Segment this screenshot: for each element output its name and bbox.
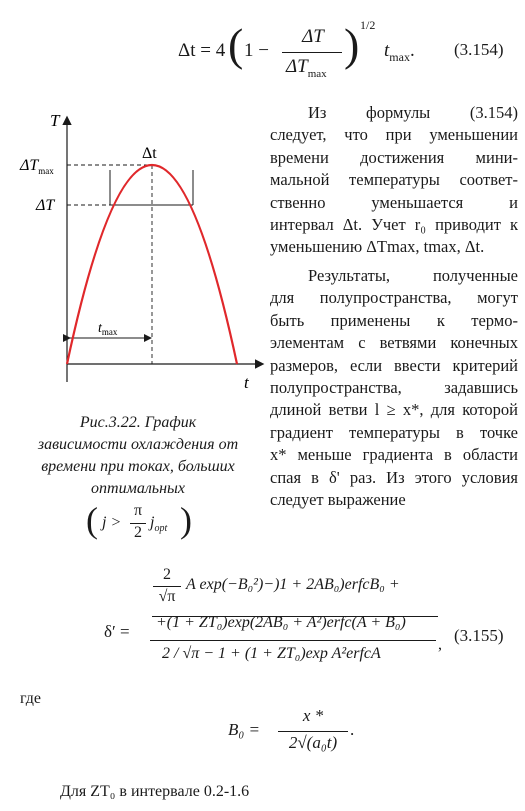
eq-3155-denominator-bar xyxy=(150,640,436,641)
paragraph-2-line: следует выражение xyxy=(270,490,406,510)
eq-3154-tmax: $t_{max}$. xyxy=(384,40,415,64)
paragraph-2-line: элементам с ветвями конечных xyxy=(270,333,518,353)
paragraph-1-line: Из формулы (3.154) xyxy=(308,103,518,122)
eq-b0-denominator: 2√(a₀t) xyxy=(288,733,338,752)
eq-b0-bar xyxy=(278,731,348,732)
equation-3154-number: (3.154) xyxy=(454,40,504,59)
dtmax-label: $\Delta T_{max}$ xyxy=(20,157,54,176)
paragraph-2-line: длиной ветви l ≥ x*, для которой xyxy=(270,400,518,420)
condition-close-paren: ) xyxy=(180,500,192,540)
caption-line: зависимости охлаждения от xyxy=(37,436,239,453)
caption-line: Рис.3.22. График xyxy=(79,414,197,431)
y-axis-label: T xyxy=(50,111,60,130)
condition-two: 2 xyxy=(134,524,142,541)
condition-open-paren: ( xyxy=(86,500,98,540)
condition-jopt: $j_{opt}$ xyxy=(150,514,168,535)
caption-line: времени при токах, больших xyxy=(41,458,235,475)
eq-3154-numerator: ΔT xyxy=(302,26,324,47)
eq-3155-denominator: 2 / √π − 1 + (1 + ZT₀)exp A²erfcA xyxy=(162,645,381,662)
cooling-figure xyxy=(0,110,270,400)
paragraph-1-line: следует, что при уменьшении xyxy=(270,125,518,145)
paragraph-2-line: x* меньше градиента в области xyxy=(270,445,518,465)
eq-3154-denominator: $\Delta T_{max}$ xyxy=(286,56,327,80)
where-word: где xyxy=(20,690,42,707)
eq-3155-sqrt-pi: √π xyxy=(158,588,176,605)
eq-b0-numerator: x * xyxy=(302,706,324,725)
dt-label: ΔT xyxy=(36,197,55,214)
tmax-label: $t_{max}$ xyxy=(98,321,118,337)
caption-line: оптимальных xyxy=(91,480,185,497)
paragraph-1-line: времени достижения мини- xyxy=(270,147,518,167)
eq-3154-one-minus: 1 − xyxy=(244,40,269,61)
eq-b0-end: . xyxy=(350,720,355,739)
eq-b0-lhs: B₀ = xyxy=(228,720,261,739)
paragraph-1-line: ственно уменьшается и xyxy=(270,192,518,212)
condition-j: j > xyxy=(102,514,122,531)
paragraph-2-line: размеров, если ввести критерий xyxy=(270,355,518,375)
paragraph-2-line: градиент температуры в точке xyxy=(270,422,518,442)
eq-3154-fraction-bar xyxy=(282,52,342,53)
paragraph-2-line: для полупространства, могут xyxy=(270,288,518,308)
paragraph-1-line: интервал Δt. Учет r₀ приводит к xyxy=(270,215,518,235)
eq-3155-numerator: +(1 + ZT₀)exp(2AB₀ + A²)erfc(A + B₀) xyxy=(156,614,406,631)
paragraph-2-line: быть применены к термо- xyxy=(270,310,518,330)
paragraph-2-line: полупространства, задавшись xyxy=(270,378,518,398)
condition-pi: π xyxy=(133,502,143,519)
delta-t-label: Δt xyxy=(142,145,157,162)
equation-3155 xyxy=(100,566,460,676)
eq-3154-lhs: Δt = 4 xyxy=(178,40,226,61)
paragraph-2 xyxy=(270,265,518,511)
eq-3154-exponent: 1/2 xyxy=(360,18,376,32)
equation-3155-number: (3.155) xyxy=(454,626,504,645)
eq-3154-open-paren: ( xyxy=(228,19,244,70)
eq-3155-small-bar xyxy=(153,586,181,587)
eq-3155-two: 2 xyxy=(163,566,171,583)
figure-caption xyxy=(18,412,258,500)
eq-3154-close-paren: ) xyxy=(344,19,360,70)
equation-b0 xyxy=(228,706,368,762)
equation-3154 xyxy=(178,18,428,82)
eq-3155-top-rest: A exp(−B₀²)−)1 + 2AB₀)erfcB₀ + xyxy=(186,576,400,593)
paragraph-1 xyxy=(270,102,518,259)
x-axis-label: t xyxy=(244,373,249,392)
paragraph-1-line: уменьшению ΔTmax, tmax, Δt. xyxy=(270,237,485,257)
paragraph-1-line: мальной температуры соответ- xyxy=(270,170,518,190)
caption-condition xyxy=(86,502,196,548)
last-line: Для ZT₀ в интервале 0.2-1.6 xyxy=(60,783,250,800)
eq-3155-lhs: δ′ = xyxy=(104,622,130,641)
eq-3155-comma: , xyxy=(438,636,442,653)
paragraph-2-line: Результаты, полученные xyxy=(308,266,518,285)
paragraph-2-line: спая в δ' раз. Из этого условия xyxy=(270,467,518,487)
